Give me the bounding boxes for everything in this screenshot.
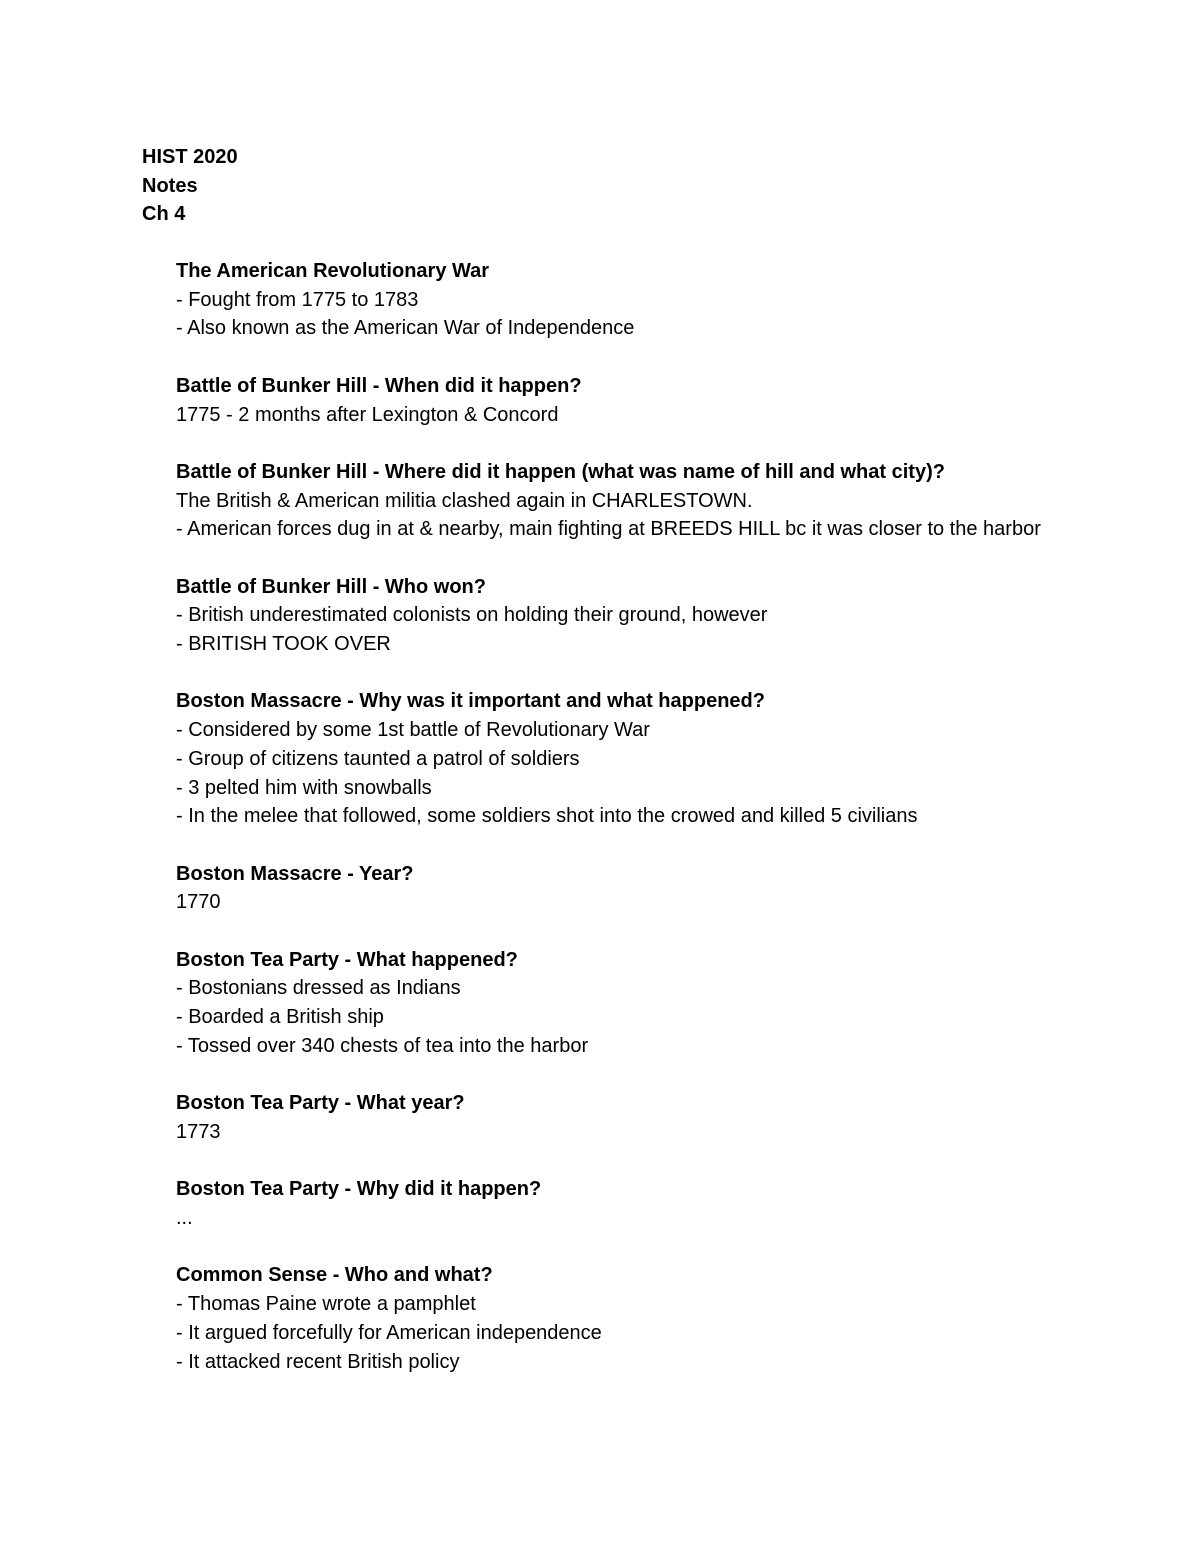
note-line: - In the melee that followed, some soldiers shot into the crowed and killed 5 civilians [176, 805, 918, 828]
note-line: - Group of citizens taunted a patrol of soldiers [176, 747, 580, 770]
note-line: - Boarded a British ship [176, 1006, 384, 1029]
note-section [176, 257, 1056, 343]
note-section [176, 1261, 1056, 1376]
section-heading: Battle of Bunker Hill - Who won? [176, 575, 486, 598]
section-heading: Boston Massacre - Why was it important and what happened? [176, 690, 765, 713]
note-section [176, 860, 1056, 917]
note-line: - American forces dug in at & nearby, main fighting at BREEDS HILL bc it was closer to the harbor [176, 518, 1041, 541]
note-line: - British underestimated colonists on holding their ground, however [176, 604, 768, 627]
section-heading: Battle of Bunker Hill - Where did it happen (what was name of hill and what city)? [176, 460, 945, 483]
note-line: 1775 - 2 months after Lexington & Concord [176, 403, 559, 426]
note-line: - BRITISH TOOK OVER [176, 633, 391, 656]
section-heading: Boston Massacre - Year? [176, 862, 414, 885]
note-line: - It attacked recent British policy [176, 1350, 460, 1373]
note-section [176, 687, 1056, 831]
note-line: - Tossed over 340 chests of tea into the harbor [176, 1034, 589, 1057]
note-line: - Fought from 1775 to 1783 [176, 288, 419, 311]
document-type: Notes [142, 174, 198, 197]
note-line: The British & American militia clashed again in CHARLESTOWN. [176, 489, 753, 512]
note-line: - Bostonians dressed as Indians [176, 977, 461, 1000]
note-section [176, 1089, 1056, 1146]
note-section [176, 458, 1056, 544]
section-heading: Common Sense - Who and what? [176, 1264, 493, 1287]
note-section [176, 372, 1056, 429]
section-heading: Boston Tea Party - Why did it happen? [176, 1178, 542, 1201]
note-section [176, 573, 1056, 659]
notes-body [176, 257, 1056, 1405]
section-heading: Boston Tea Party - What year? [176, 1092, 465, 1115]
course-code: HIST 2020 [142, 146, 238, 168]
note-line: - It argued forcefully for American independence [176, 1321, 602, 1344]
note-line: - Considered by some 1st battle of Revolutionary War [176, 719, 650, 742]
note-line: ... [176, 1207, 193, 1230]
section-heading: Boston Tea Party - What happened? [176, 948, 518, 971]
section-heading: The American Revolutionary War [176, 260, 490, 282]
note-line: - 3 pelted him with snowballs [176, 776, 432, 799]
note-section [176, 1175, 1056, 1232]
note-line: 1773 [176, 1120, 221, 1143]
document-header [142, 143, 542, 229]
note-line: 1770 [176, 891, 221, 914]
section-heading: Battle of Bunker Hill - When did it happen? [176, 374, 582, 397]
chapter-label: Ch 4 [142, 203, 186, 226]
note-line: - Also known as the American War of Independence [176, 317, 635, 340]
note-section [176, 946, 1056, 1061]
note-line: - Thomas Paine wrote a pamphlet [176, 1293, 476, 1316]
